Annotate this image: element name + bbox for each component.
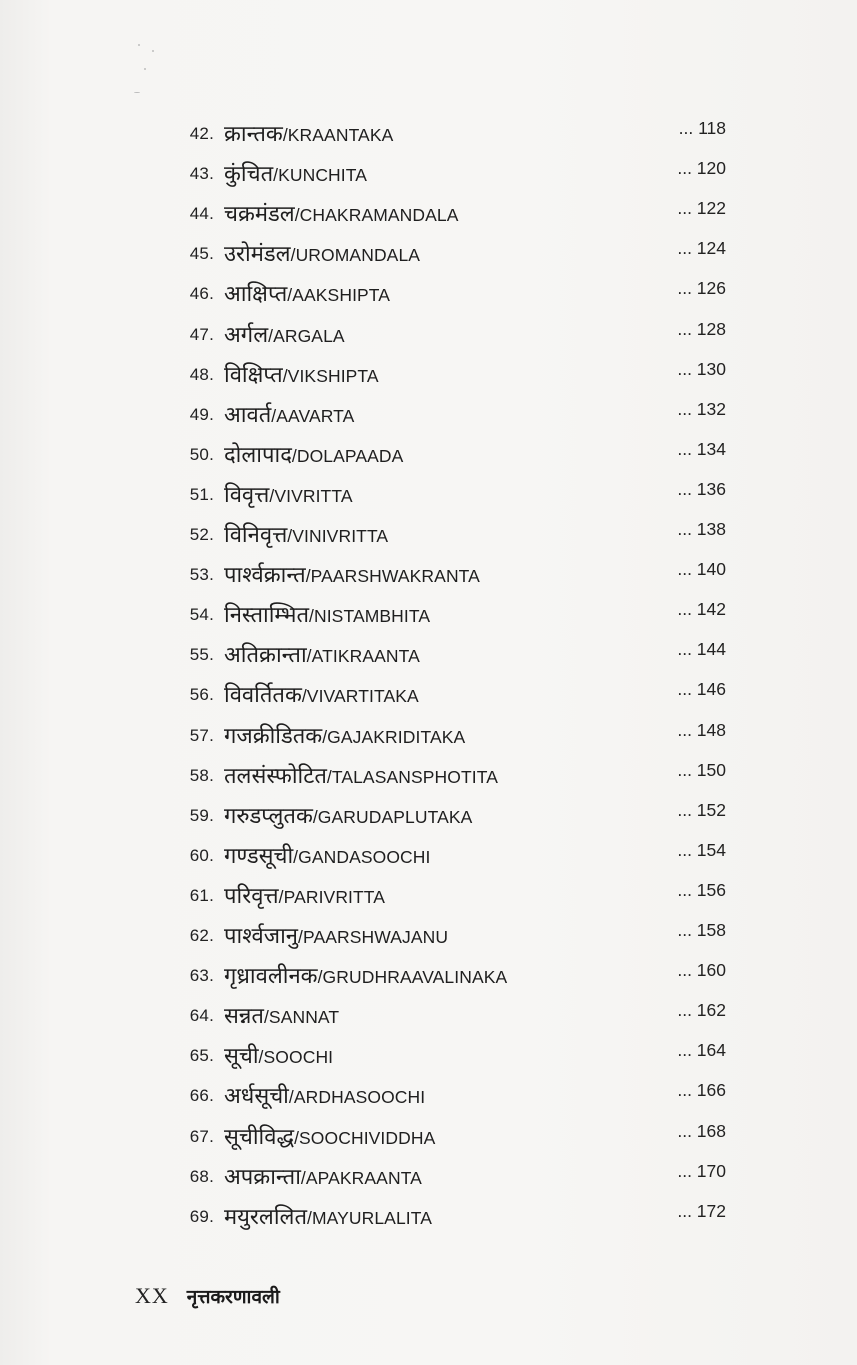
toc-entry-number: 68. xyxy=(189,1167,214,1186)
toc-entry-number: 66. xyxy=(189,1086,214,1105)
toc-entry-page-number: ... 170 xyxy=(677,1161,726,1181)
toc-entry-page-number: ... 132 xyxy=(677,399,726,419)
toc-entry xyxy=(0,720,857,750)
toc-entry-page-number: ... 168 xyxy=(677,1121,726,1141)
toc-entry xyxy=(0,599,857,629)
toc-entry-title xyxy=(224,639,420,669)
toc-entry-page-number: ... 118 xyxy=(678,118,726,138)
toc-entry-english-name: /PAARSHWAJANU xyxy=(298,927,449,947)
toc-entry-title xyxy=(224,1161,422,1191)
toc-entry-english-name: /AAKSHIPTA xyxy=(287,285,391,305)
toc-entry-title xyxy=(224,960,507,990)
toc-entry xyxy=(0,319,857,349)
toc-entry-title xyxy=(224,1201,432,1231)
toc-entry xyxy=(0,519,857,549)
toc-entry-title xyxy=(224,319,345,349)
toc-entry-page-number: ... 172 xyxy=(677,1201,726,1221)
toc-entry-page-number: ... 154 xyxy=(677,840,726,860)
toc-entry-english-name: /VIVARTITAKA xyxy=(301,686,419,706)
toc-entry-title xyxy=(224,118,393,148)
toc-entry-english-name: /TALASANSPHOTITA xyxy=(326,767,498,787)
toc-entry-title xyxy=(224,559,480,589)
toc-entry-page-number: ... 146 xyxy=(677,679,726,699)
toc-entry-page-number: ... 166 xyxy=(677,1080,726,1100)
toc-entry-number: 62. xyxy=(189,926,214,945)
toc-entry-hindi-name: निस्ताम्भित xyxy=(224,603,310,628)
toc-entry-page-number: ... 144 xyxy=(677,639,726,659)
footer-page-number: XX xyxy=(135,1283,169,1308)
toc-entry-hindi-name: कुंचित xyxy=(224,162,274,187)
toc-entry-title xyxy=(224,720,465,750)
toc-entry-english-name: /GANDASOOCHI xyxy=(293,847,431,867)
toc-entry xyxy=(0,1201,857,1231)
toc-entry-hindi-name: सूची xyxy=(224,1044,259,1069)
toc-entry xyxy=(0,760,857,790)
toc-entry-title xyxy=(224,840,431,870)
toc-entry-hindi-name: गजक्रीडितक xyxy=(224,724,323,749)
toc-entry-title xyxy=(224,1040,333,1070)
toc-entry-english-name: /GARUDAPLUTAKA xyxy=(312,807,473,827)
toc-entry-page-number: ... 152 xyxy=(677,800,726,820)
toc-entry-hindi-name: तलसंस्फोटित xyxy=(224,764,327,789)
toc-entry-title xyxy=(224,1000,339,1030)
toc-entry xyxy=(0,399,857,429)
toc-entry-hindi-name: उरोमंडल xyxy=(224,242,291,267)
toc-entry-hindi-name: अर्गल xyxy=(224,323,269,348)
toc-entry-page-number: ... 122 xyxy=(677,198,726,218)
toc-entry-english-name: /KUNCHITA xyxy=(273,165,368,185)
toc-entry-title xyxy=(224,439,403,469)
toc-entry-number: 54. xyxy=(189,605,214,624)
toc-entry-number: 46. xyxy=(189,284,214,303)
toc-entry-title xyxy=(224,519,388,549)
toc-entry-number: 63. xyxy=(189,966,214,985)
toc-entry-hindi-name: सूचीविद्ध xyxy=(224,1125,295,1150)
toc-entry-title xyxy=(224,158,367,188)
toc-entry-page-number: ... 156 xyxy=(677,880,726,900)
toc-entry-hindi-name: मयुरललित xyxy=(224,1205,307,1230)
toc-entry-title xyxy=(224,198,459,228)
toc-entry-english-name: /ARDHASOOCHI xyxy=(288,1087,426,1107)
toc-entry xyxy=(0,198,857,228)
toc-entry-hindi-name: आवर्त xyxy=(224,403,272,428)
toc-entry xyxy=(0,118,857,148)
toc-entry-number: 52. xyxy=(189,525,214,544)
toc-entry-hindi-name: परिवृत्त xyxy=(224,884,279,909)
toc-entry xyxy=(0,960,857,990)
toc-entry-english-name: /PAARSHWAKRANTA xyxy=(305,566,480,586)
toc-entry-number: 55. xyxy=(189,645,214,664)
toc-entry-number: 64. xyxy=(189,1006,214,1025)
toc-entry-english-name: /GRUDHRAAVALINAKA xyxy=(317,967,508,987)
toc-entry-hindi-name: विवृत्त xyxy=(224,483,270,508)
toc-entry-english-name: /DOLAPAADA xyxy=(291,446,404,466)
toc-entry-hindi-name: पार्श्वक्रान्त xyxy=(224,563,306,588)
toc-entry-number: 47. xyxy=(189,325,214,344)
toc-entry-hindi-name: विनिवृत्त xyxy=(224,523,288,548)
toc-entry-number: 42. xyxy=(189,124,214,143)
toc-entry-english-name: /KRAANTAKA xyxy=(282,125,394,145)
toc-entry-number: 53. xyxy=(189,565,214,584)
toc-entry-title xyxy=(224,920,448,950)
toc-entry-english-name: /UROMANDALA xyxy=(290,245,421,265)
toc-entry-page-number: ... 142 xyxy=(677,599,726,619)
toc-entry-page-number: ... 164 xyxy=(677,1040,726,1060)
toc-entry xyxy=(0,1040,857,1070)
toc-entry xyxy=(0,880,857,910)
toc-entry-hindi-name: विवर्तितक xyxy=(224,683,302,708)
toc-entry-page-number: ... 128 xyxy=(677,319,726,339)
toc-entry-hindi-name: गरुडप्लुतक xyxy=(224,804,313,829)
toc-entry-hindi-name: अतिक्रान्ता xyxy=(224,643,307,668)
toc-entry-title xyxy=(224,880,385,910)
toc-entry-title xyxy=(224,359,379,389)
toc-entry-page-number: ... 148 xyxy=(677,720,726,740)
toc-entry-number: 57. xyxy=(189,726,214,745)
toc-entry-hindi-name: सन्नत xyxy=(224,1004,264,1029)
toc-entry-hindi-name: गण्डसूची xyxy=(224,844,294,869)
toc-entry xyxy=(0,439,857,469)
toc-entry-english-name: /AAVARTA xyxy=(271,406,355,426)
toc-entry-hindi-name: क्रान्तक xyxy=(224,122,283,147)
toc-entry-title xyxy=(224,399,354,429)
toc-entry-title xyxy=(224,1121,435,1151)
toc-entry-english-name: /MAYURLALITA xyxy=(306,1208,433,1228)
toc-entry xyxy=(0,1161,857,1191)
toc-entry-hindi-name: विक्षिप्त xyxy=(224,363,283,388)
toc-entry-title xyxy=(224,679,419,709)
toc-entry xyxy=(0,158,857,188)
toc-entry xyxy=(0,278,857,308)
toc-entry xyxy=(0,238,857,268)
toc-entry-number: 49. xyxy=(189,405,214,424)
toc-entry-hindi-name: चक्रमंडल xyxy=(224,202,295,227)
toc-entry-english-name: /SOOCHI xyxy=(258,1047,334,1067)
toc-entry-number: 58. xyxy=(189,766,214,785)
toc-entry xyxy=(0,359,857,389)
toc-entry-english-name: /SOOCHIVIDDHA xyxy=(294,1128,436,1148)
page-footer xyxy=(135,1283,280,1309)
paper-specks xyxy=(130,40,170,100)
toc-entry-page-number: ... 162 xyxy=(677,1000,726,1020)
toc-entry xyxy=(0,1121,857,1151)
toc-entry-title xyxy=(224,1080,425,1110)
toc-entry-page-number: ... 158 xyxy=(677,920,726,940)
toc-entry-number: 56. xyxy=(189,685,214,704)
toc-entry xyxy=(0,800,857,830)
toc-entry-title xyxy=(224,278,390,308)
toc-entry-english-name: /SANNAT xyxy=(263,1007,340,1027)
toc-entry-page-number: ... 120 xyxy=(677,158,726,178)
toc-entry-number: 67. xyxy=(189,1127,214,1146)
toc-entry-page-number: ... 134 xyxy=(677,439,726,459)
toc-entry-hindi-name: आक्षिप्त xyxy=(224,282,288,307)
toc-entry-number: 60. xyxy=(189,846,214,865)
toc-entry-title xyxy=(224,599,430,629)
toc-entry xyxy=(0,1000,857,1030)
toc-entry-page-number: ... 124 xyxy=(677,238,726,258)
toc-entry-page-number: ... 126 xyxy=(677,278,726,298)
toc-entry-page-number: ... 150 xyxy=(677,760,726,780)
toc-entry-english-name: /APAKRAANTA xyxy=(300,1168,422,1188)
toc-entry-title xyxy=(224,479,353,509)
toc-entry-title xyxy=(224,760,498,790)
toc-entry-number: 69. xyxy=(189,1207,214,1226)
toc-entry-number: 45. xyxy=(189,244,214,263)
toc-entry-english-name: /VINIVRITTA xyxy=(287,526,389,546)
toc-entry-english-name: /ARGALA xyxy=(268,326,345,346)
toc-entry-number: 43. xyxy=(189,164,214,183)
toc-entry xyxy=(0,679,857,709)
toc-entry-number: 48. xyxy=(189,365,214,384)
toc-entry-hindi-name: दोलापाद xyxy=(224,443,292,468)
toc-entry-page-number: ... 140 xyxy=(677,559,726,579)
toc-entry-title xyxy=(224,238,420,268)
toc-entry-page-number: ... 138 xyxy=(677,519,726,539)
toc-entry-number: 65. xyxy=(189,1046,214,1065)
toc-entry-number: 59. xyxy=(189,806,214,825)
toc-entry xyxy=(0,840,857,870)
toc-entry-title xyxy=(224,800,472,830)
toc-entry-english-name: /VIVRITTA xyxy=(269,486,353,506)
toc-entry-english-name: /NISTAMBHITA xyxy=(309,606,431,626)
toc-entry-hindi-name: गृध्रावलीनक xyxy=(224,964,318,989)
toc-entry-hindi-name: अपक्रान्ता xyxy=(224,1165,301,1190)
toc-entry-english-name: /CHAKRAMANDALA xyxy=(294,205,459,225)
toc-entry-number: 50. xyxy=(189,445,214,464)
toc-entry xyxy=(0,639,857,669)
toc-entry-number: 61. xyxy=(189,886,214,905)
footer-book-title: नृत्तकरणावली xyxy=(186,1286,280,1308)
toc-entry-page-number: ... 136 xyxy=(677,479,726,499)
toc-entry-english-name: /GAJAKRIDITAKA xyxy=(322,727,466,747)
toc-entry-hindi-name: पार्श्वजानु xyxy=(224,924,299,949)
toc-entry xyxy=(0,559,857,589)
toc-entry-english-name: /VIKSHIPTA xyxy=(282,366,379,386)
toc-entry-hindi-name: अर्धसूची xyxy=(224,1084,289,1109)
toc-entry-number: 51. xyxy=(189,485,214,504)
toc-entry xyxy=(0,479,857,509)
toc-entry-page-number: ... 130 xyxy=(677,359,726,379)
toc-entry xyxy=(0,920,857,950)
toc-entry xyxy=(0,1080,857,1110)
toc-entry-number: 44. xyxy=(189,204,214,223)
toc-entry-english-name: /ATIKRAANTA xyxy=(306,646,420,666)
toc-entry-english-name: /PARIVRITTA xyxy=(278,887,386,907)
toc-entry-page-number: ... 160 xyxy=(677,960,726,980)
